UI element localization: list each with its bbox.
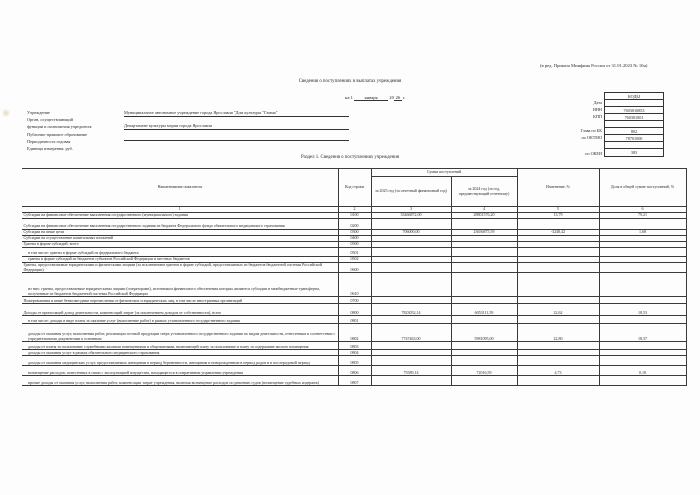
row-share: 1,68	[599, 229, 686, 235]
row-current-year	[371, 297, 451, 304]
header-current-year: за 2025 год (за отчетный финансовый год)	[371, 177, 451, 207]
row-change	[517, 262, 599, 273]
row-previous-year	[451, 218, 517, 229]
row-current-year	[371, 218, 451, 229]
row-current-year	[371, 247, 451, 256]
row-code: 0502	[338, 256, 371, 262]
row-share: 0,18	[599, 366, 686, 376]
row-code: 0200	[338, 218, 371, 229]
row-name: возмещение расходов, понесенных в связи с эксплуатацией имущества, находящегося в оперативном управлении учреждения	[22, 366, 338, 376]
row-code: 0610	[338, 273, 371, 297]
col-number-6: 6	[599, 207, 686, 213]
code-blank-1	[605, 121, 663, 128]
row-current-year	[371, 273, 451, 297]
row-change	[517, 247, 599, 256]
code-label-kpp: КПП	[593, 114, 602, 119]
row-name: прочие доходы от оказания услуг, выполнения работ, компенсации затрат учреждения, включая возмещение расходов по решению судов (возмещение судебных издержек)	[22, 376, 338, 386]
table-row	[22, 366, 686, 376]
header-sum-group: Сумма поступлений	[371, 169, 517, 177]
code-date	[605, 100, 663, 107]
date-prefix: на 1	[345, 95, 353, 100]
date-year: 26	[395, 95, 401, 100]
row-current-year	[371, 262, 451, 273]
row-change: 13,79	[517, 212, 599, 218]
row-name: Гранты в форме субсидий, всего	[22, 241, 338, 247]
row-code: 0802	[338, 324, 371, 342]
row-code: 0805	[338, 356, 371, 366]
row-change	[517, 356, 599, 366]
row-code: 0700	[338, 297, 371, 304]
row-change: 22,80	[517, 324, 599, 342]
code-okei: 383	[630, 150, 638, 155]
row-name: Субсидии на финансовое обеспечение выполнения государственного (муниципального) задания	[22, 212, 338, 218]
row-name: Пожертвования и иные безвозмездные перечисления от физических и юридических лиц, в том числе иностранных организаций	[22, 297, 338, 304]
table-row	[22, 247, 686, 256]
document-title: Сведения о поступлениях и выплатах учреждения	[298, 79, 402, 84]
date-month: января	[354, 95, 388, 101]
row-share	[599, 316, 686, 324]
row-code: 0400	[338, 235, 371, 241]
row-change: 4,73	[517, 366, 599, 376]
row-previous-year	[451, 262, 517, 273]
row-current-year: 33466872,00	[371, 212, 451, 218]
header-change: Изменение, %	[517, 169, 599, 207]
code-bk: 802	[605, 128, 663, 135]
row-change	[517, 297, 599, 304]
row-change	[517, 376, 599, 386]
row-name: Доходы от приносящей доход деятельности, компенсаций затрат (за исключением доходов от собственности), всего	[22, 304, 338, 316]
receipts-table	[22, 168, 687, 386]
code-inn: 7603016853	[605, 107, 663, 114]
row-current-year: 7747463,00	[371, 324, 451, 342]
table-row	[22, 342, 686, 350]
row-code: 0804	[338, 350, 371, 356]
col-number-4: 4	[451, 207, 517, 213]
row-code: 0501	[338, 247, 371, 256]
founder-name: Департамент культуры мэрии города Ярославля	[124, 122, 349, 130]
row-previous-year	[451, 273, 517, 297]
row-current-year: 706000,00	[371, 229, 451, 235]
row-name: Субсидии на осуществление капитальных вложений	[22, 235, 338, 241]
row-current-year	[371, 376, 451, 386]
row-previous-year	[451, 297, 517, 304]
report-date	[345, 95, 406, 101]
row-current-year	[371, 316, 451, 324]
section-title: Раздел 1. Сведения о поступлениях учреждения	[300, 155, 399, 160]
row-code: 0800	[338, 304, 371, 316]
row-share	[599, 247, 686, 256]
row-share	[599, 376, 686, 386]
row-code: 0806	[338, 366, 371, 376]
row-code: 0100	[338, 212, 371, 218]
label-founder-1: Орган, осуществляющий	[27, 117, 73, 123]
public-entity-value	[124, 133, 349, 141]
codes-box	[604, 92, 664, 157]
label-founder-2: функции и полномочия учредителя	[27, 124, 92, 130]
row-code: 0500	[338, 241, 371, 247]
row-code: 0801	[338, 316, 371, 324]
row-current-year	[371, 342, 451, 350]
row-share: 79,21	[599, 212, 686, 218]
institution-name: Муниципальное автономное учреждение города Ярославля "Дом культуры "Гамма"	[124, 109, 349, 117]
row-change	[517, 316, 599, 324]
row-code: 0600	[338, 262, 371, 273]
header-code: Код строки	[338, 169, 371, 207]
table-row	[22, 324, 686, 342]
row-name: Субсидии на иные цели	[22, 229, 338, 235]
col-number-3: 3	[371, 207, 451, 213]
code-kpp: 760301001	[605, 114, 663, 121]
row-name: доходы от оказания услуг, выполнения работ, реализации готовой продукции сверх установленного государственного задания по видам деятельности, отнесенным в соответствии с учредительными документами к основным	[22, 324, 338, 342]
col-number-5: 5	[517, 207, 599, 213]
row-current-year	[371, 356, 451, 366]
code-oktmo: 78701000	[605, 135, 663, 142]
code-blank-2	[605, 142, 663, 149]
row-name: Гранты, предоставляемые юридическими и физическими лицами (за исключением грантов в форме субсидий, предоставляемых из бюджетов бюджетной системы Российской Федерации)	[22, 262, 338, 273]
row-change	[517, 218, 599, 229]
code-label-bk: Глава по БК	[580, 128, 602, 133]
row-current-year: 7823052,14	[371, 304, 451, 316]
table-row	[22, 218, 686, 229]
row-current-year: 75589,14	[371, 366, 451, 376]
org-labels	[27, 109, 91, 152]
header-previous-year: за 2024 год (за год, предшествующий отчетному)	[451, 177, 517, 207]
row-name: Субсидии на финансовое обеспечение выполнения государственного задания из бюджета Федерального фонда обязательного медицинского страхования	[22, 218, 338, 229]
header-name: Наименование показателя	[22, 169, 338, 207]
date-year-prefix: 20	[389, 95, 394, 100]
row-previous-year: 5981095,00	[451, 324, 517, 342]
row-share	[599, 262, 686, 273]
row-previous-year	[451, 316, 517, 324]
row-name: из них: гранты, предоставляемые юридическими лицами (операторами), источником финансового обеспечения которых являются субсидии и межбюджетные трансферты, полученные из бюджетов бюджетной системы Российской Федерации	[22, 273, 338, 297]
table-row	[22, 262, 686, 273]
row-name: гранты в форме субсидий из бюджетов субъектов Российской Федерации и местных бюджетов	[22, 256, 338, 262]
row-name: доходы от платы за пользование служебными жилыми помещениями и общежитиями, включающей плату за пользование и плату за содержание жилого помещения	[22, 342, 338, 350]
row-share	[599, 273, 686, 297]
row-name: в том числе: доходы в виде платы за оказание услуг (выполнение работ) в рамках установленного государственного задания	[22, 316, 338, 324]
row-previous-year: 6053111,59	[451, 304, 517, 316]
codes-header: КОДЫ	[605, 93, 663, 100]
label-public-entity: Публично-правовое образование	[27, 131, 88, 137]
table-row	[22, 273, 686, 297]
stamp-mark	[2, 108, 10, 118]
row-change	[517, 273, 599, 297]
row-change: -3248,42	[517, 229, 599, 235]
header-share: Доля в общей сумме поступлений, %	[599, 169, 686, 207]
col-number-2: 2	[338, 207, 371, 213]
code-label-okei: по ОКЕИ	[585, 151, 602, 156]
table-row	[22, 297, 686, 304]
row-previous-year: 72016,59	[451, 366, 517, 376]
row-previous-year	[451, 342, 517, 350]
row-name: доходы от оказания услуг в рамках обязательного медицинского страхования	[22, 350, 338, 356]
row-name: в том числе: гранты в форме субсидий из федерального бюджета	[22, 247, 338, 256]
code-label-oktmo: по ОКТМО	[581, 135, 602, 140]
row-name: доходы от оказания медицинских услуг, предоставляемых женщинам в период беременности, женщинам и новорожденным в период родов и в послеродовой период	[22, 356, 338, 366]
date-suffix: г.	[403, 95, 406, 100]
code-label-inn: ИНН	[592, 107, 602, 112]
row-previous-year: 28801576,20	[451, 212, 517, 218]
row-previous-year	[451, 356, 517, 366]
label-institution: Учреждение	[27, 110, 50, 115]
code-label-date: Дата	[593, 100, 602, 105]
label-periodicity: Периодичность годовая	[27, 138, 71, 144]
row-change	[517, 342, 599, 350]
row-code: 0803	[338, 342, 371, 350]
row-share: 18,37	[599, 324, 686, 342]
row-code: 0807	[338, 376, 371, 386]
row-share	[599, 356, 686, 366]
row-share: 18,53	[599, 304, 686, 316]
row-previous-year	[451, 376, 517, 386]
row-share	[599, 297, 686, 304]
edition-note: (в ред. Приказа Минфина России от 31.01.2023 № 10н)	[540, 63, 648, 68]
row-share	[599, 218, 686, 229]
col-number-1: 1	[22, 207, 338, 213]
label-unit: Единица измерения: руб.	[27, 146, 73, 152]
table-row	[22, 304, 686, 316]
row-previous-year	[451, 247, 517, 256]
table-row	[22, 376, 686, 386]
table-row	[22, 356, 686, 366]
table-row	[22, 316, 686, 324]
row-code: 0300	[338, 229, 371, 235]
row-previous-year: 23656875,59	[451, 229, 517, 235]
row-change: 22,62	[517, 304, 599, 316]
row-share	[599, 342, 686, 350]
table-body	[22, 212, 686, 386]
